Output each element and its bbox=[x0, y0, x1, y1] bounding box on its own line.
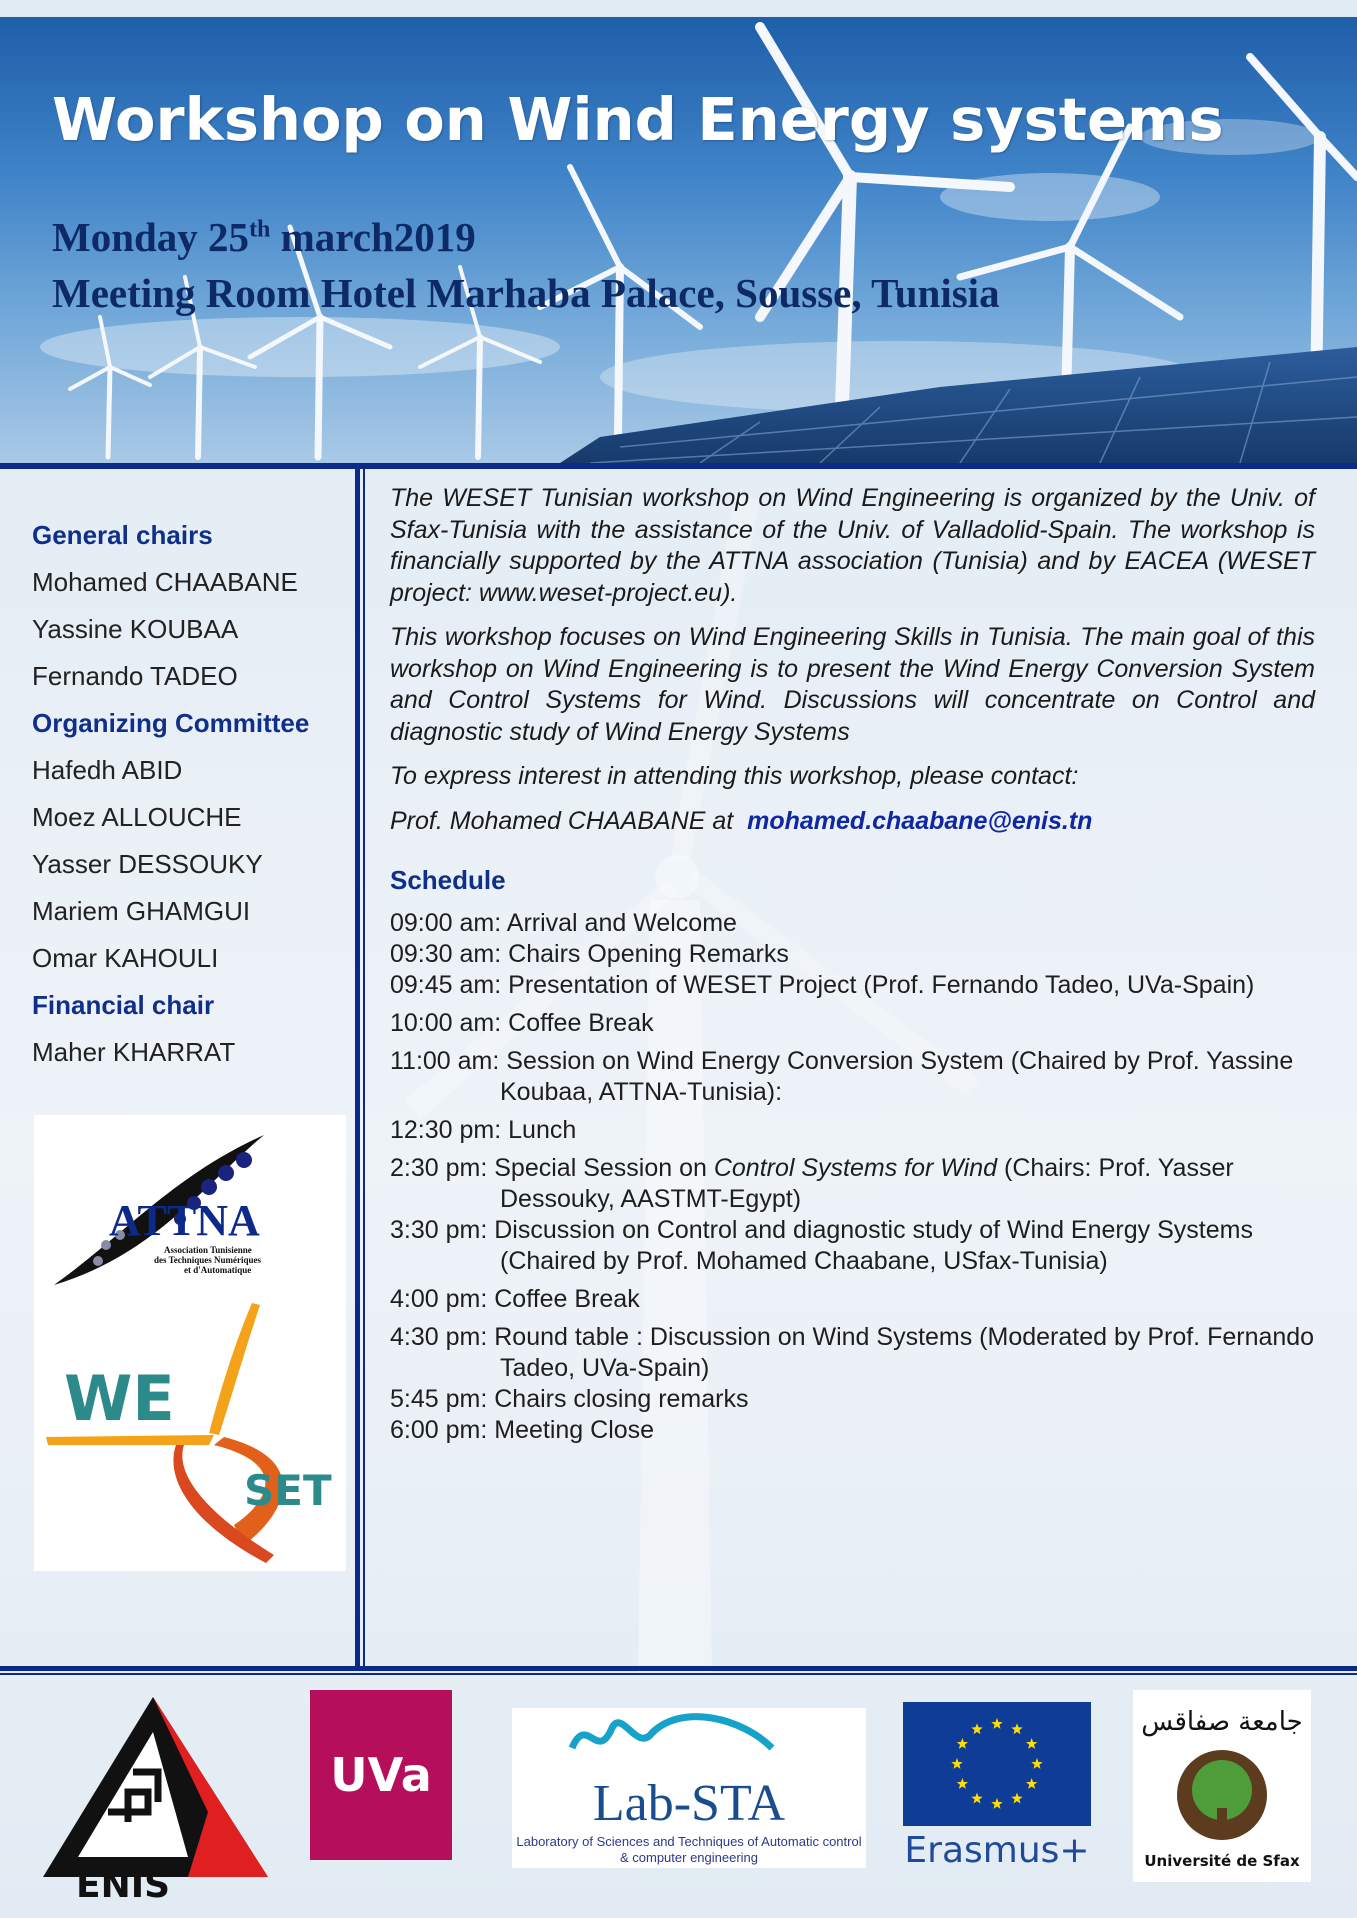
contact-prefix: Prof. Mohamed CHAABANE at bbox=[390, 806, 734, 835]
committee-member: Mariem GHAMGUI bbox=[32, 896, 251, 926]
committee-member: Fernando TADEO bbox=[32, 661, 238, 691]
sidebar-heading: General chairs bbox=[32, 520, 213, 550]
labsta-subtitle: Laboratory of Sciences and Techniques of Automatic control & computer engineering bbox=[516, 1834, 862, 1865]
schedule-item: 4:30 pm: Round table : Discussion on Wind Systems (Moderated by Prof. Fernando Tadeo, UVa-Spain) bbox=[390, 1323, 1315, 1382]
eu-star-icon bbox=[1026, 1778, 1037, 1789]
schedule-time: 09:30 am bbox=[390, 940, 495, 968]
uva-logo: UVa bbox=[310, 1690, 452, 1860]
attna-logo bbox=[34, 1115, 346, 1571]
contact-line bbox=[390, 806, 1315, 838]
schedule-text: Arrival and Welcome bbox=[506, 909, 737, 937]
schedule-time: 11:00 am bbox=[390, 1047, 493, 1075]
schedule-item: 5:45 pm: Chairs closing remarks bbox=[390, 1385, 749, 1413]
schedule-text-italic: Control Systems for Wind bbox=[713, 1154, 998, 1182]
bottom-rule bbox=[0, 1666, 1357, 1671]
eu-star-icon bbox=[991, 1798, 1002, 1809]
schedule-time: 4:30 pm bbox=[390, 1323, 481, 1351]
committee-member: Mohamed CHAABANE bbox=[32, 567, 298, 597]
committee-member: Omar KAHOULI bbox=[32, 943, 219, 973]
committee-member: Maher KHARRAT bbox=[32, 1037, 236, 1067]
schedule-time: 3:30 pm bbox=[390, 1216, 481, 1244]
date-ordinal: th bbox=[249, 216, 271, 243]
schedule-time: 09:45 am bbox=[390, 971, 495, 999]
sfax-arabic-text: جامعة صفاقس bbox=[1141, 1707, 1303, 1737]
event-date bbox=[52, 213, 476, 261]
eu-star-icon bbox=[971, 1793, 982, 1804]
schedule-text: Meeting Close bbox=[494, 1416, 655, 1444]
enis-logo-text: ENIS bbox=[76, 1865, 171, 1902]
schedule-text: Session on Wind Energy Conversion System (Chaired by Prof. Yassine Koubaa, ATTNA-Tunisia): bbox=[500, 1047, 1294, 1106]
schedule-time: 5:45 pm bbox=[390, 1385, 481, 1413]
schedule-item: 6:00 pm: Meeting Close bbox=[390, 1416, 655, 1444]
schedule-item: 09:45 am: Presentation of WESET Project (Prof. Fernando Tadeo, UVa-Spain) bbox=[390, 971, 1255, 999]
schedule-item: 3:30 pm: Discussion on Control and diagnostic study of Wind Energy Systems (Chaired by Prof. Mohamed Chaabane, USfax-Tunisia) bbox=[390, 1216, 1253, 1275]
eu-flag-icon bbox=[903, 1702, 1091, 1826]
schedule-list bbox=[390, 908, 1315, 1446]
svg-text:et d'Automatique: et d'Automatique bbox=[184, 1265, 252, 1275]
weset-logo-set: SET bbox=[244, 1466, 332, 1515]
eu-star-icon bbox=[1011, 1793, 1022, 1804]
eu-star-icon bbox=[957, 1738, 968, 1749]
focus-paragraph: This workshop focuses on Wind Engineering Skills in Tunisia. The main goal of this workshop on Wind Engineering is to present the Wind Energy Conversion System and Control Systems for Wind. Discussions will concentrate on Control and diagnostic study of Wind Energy Systems bbox=[390, 623, 1315, 746]
erasmus-label: Erasmus+ bbox=[904, 1830, 1090, 1871]
labsta-logo bbox=[512, 1708, 866, 1868]
workshop-title: Workshop on Wind Energy systems bbox=[52, 85, 1224, 154]
weset-logo-we: WE bbox=[64, 1362, 175, 1435]
schedule-text: Chairs closing remarks bbox=[494, 1385, 749, 1413]
committee-member: Moez ALLOUCHE bbox=[32, 802, 242, 832]
schedule-text: Lunch bbox=[508, 1116, 577, 1144]
schedule-text: Presentation of WESET Project (Prof. Fernando Tadeo, UVa-Spain) bbox=[508, 971, 1255, 999]
sidebar-heading: Financial chair bbox=[32, 990, 215, 1020]
enis-logo bbox=[38, 1692, 286, 1902]
schedule-heading: Schedule bbox=[390, 865, 506, 895]
committee-sidebar bbox=[32, 512, 342, 1076]
sidebar-logos bbox=[34, 1115, 346, 1571]
committee-member: Yasser DESSOUKY bbox=[32, 849, 263, 879]
schedule-text: Chairs Opening Remarks bbox=[508, 940, 789, 968]
schedule-item: 4:00 pm: Coffee Break bbox=[390, 1285, 640, 1313]
schedule-text: Discussion on Control and diagnostic study of Wind Energy Systems (Chaired by Prof. Mohamed Chaabane, USfax-Tunisia) bbox=[494, 1216, 1253, 1275]
svg-text:Association Tunisienne: Association Tunisienne bbox=[164, 1245, 252, 1255]
eu-star-icon bbox=[951, 1758, 962, 1769]
intro-paragraph: The WESET Tunisian workshop on Wind Engineering is organized by the Univ. of Sfax-Tunisia with the assistance of the Univ. of Valladolid-Spain. The workshop is financially supported by the ATTNA association (Tunisia) and by EACEA (WESET project: www.weset-project.eu). bbox=[390, 484, 1315, 607]
schedule-item: 09:30 am: Chairs Opening Remarks bbox=[390, 940, 789, 968]
schedule-item: 10:00 am: Coffee Break bbox=[390, 1009, 654, 1037]
schedule-text-after: (Chairs: Prof. Yasser Dessouky, AASTMT-Egypt) bbox=[500, 1154, 1234, 1213]
schedule-time: 09:00 am bbox=[390, 909, 495, 937]
committee-member: Yassine KOUBAA bbox=[32, 614, 239, 644]
schedule-item: 12:30 pm: Lunch bbox=[390, 1116, 577, 1144]
schedule-item: 11:00 am: Session on Wind Energy Conversion System (Chaired by Prof. Yassine Koubaa, ATTNA-Tunisia): bbox=[390, 1047, 1294, 1106]
schedule-time: 6:00 pm bbox=[390, 1416, 481, 1444]
committee-member: Hafedh ABID bbox=[32, 755, 183, 785]
header-banner bbox=[0, 17, 1357, 463]
weset-logo bbox=[46, 1303, 332, 1563]
sfax-university-logo bbox=[1133, 1690, 1311, 1882]
schedule-text: Coffee Break bbox=[508, 1009, 654, 1037]
svg-text:des Techniques Numériques: des Techniques Numériques bbox=[154, 1255, 262, 1265]
eu-star-icon bbox=[1026, 1738, 1037, 1749]
sfax-label-text: Université de Sfax bbox=[1144, 1852, 1300, 1870]
schedule-time: 12:30 pm bbox=[390, 1116, 495, 1144]
sidebar-heading: Organizing Committee bbox=[32, 708, 310, 738]
date-day: Monday 25 bbox=[52, 214, 250, 260]
schedule-item: 2:30 pm: Special Session on Control Systems for Wind (Chairs: Prof. Yasser Dessouky, AASTMT-Egypt) bbox=[390, 1154, 1234, 1213]
date-month-year: march2019 bbox=[270, 214, 476, 260]
schedule-item: 09:00 am: Arrival and Welcome bbox=[390, 909, 737, 937]
contact-email-link[interactable]: mohamed.chaabane@enis.tn bbox=[747, 806, 1093, 835]
schedule-time: 10:00 am bbox=[390, 1009, 495, 1037]
event-venue: Meeting Room Hotel Marhaba Palace, Sousse, Tunisia bbox=[52, 270, 1000, 316]
schedule-time: 4:00 pm bbox=[390, 1285, 481, 1313]
top-rule bbox=[0, 463, 1357, 469]
eu-star-icon bbox=[991, 1718, 1002, 1729]
interest-paragraph: To express interest in attending this workshop, please contact: bbox=[390, 762, 1079, 790]
erasmus-logo bbox=[903, 1702, 1091, 1871]
partner-logos bbox=[0, 1672, 1357, 1918]
eu-star-icon bbox=[1031, 1758, 1042, 1769]
eu-star-icon bbox=[971, 1723, 982, 1734]
schedule-text: Round table : Discussion on Wind Systems (Moderated by Prof. Fernando Tadeo, UVa-Spain) bbox=[494, 1323, 1315, 1382]
vertical-rule-left bbox=[355, 469, 360, 1669]
schedule-text: Special Session on bbox=[494, 1154, 714, 1182]
attna-logo-text: ATTNA bbox=[109, 1196, 260, 1245]
vertical-rule-right bbox=[363, 469, 365, 1669]
schedule-time: 2:30 pm bbox=[390, 1154, 481, 1182]
labsta-name: Lab-STA bbox=[592, 1775, 786, 1832]
main-content bbox=[390, 483, 1315, 1446]
schedule-text: Coffee Break bbox=[494, 1285, 640, 1313]
eu-star-icon bbox=[957, 1778, 968, 1789]
eu-star-icon bbox=[1011, 1723, 1022, 1734]
